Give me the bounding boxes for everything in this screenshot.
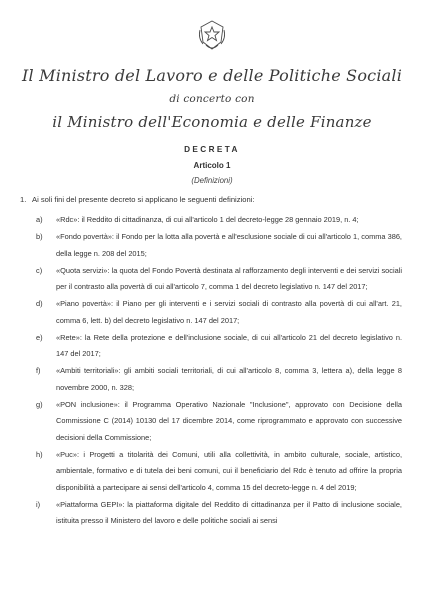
definition-text: «Fondo povertà»: il Fondo per la lotta alla povertà e all'esclusione sociale di cui all'articolo 1, comma 386, della legge n. 208 del 2015; <box>56 232 402 258</box>
definition-item <box>36 363 402 396</box>
intro-paragraph <box>20 195 254 204</box>
definition-item <box>36 397 402 447</box>
definition-item <box>36 497 402 530</box>
definition-text: «PON inclusione»: il Programma Operativo Nazionale "Inclusione", approvato con Decisione della Commissione C (2014) 10130 del 17 dicembre 2014, come riprogrammato e approvato con successive decisioni della Commissione; <box>56 399 402 442</box>
intro-text: Ai soli fini del presente decreto si applicano le seguenti definizioni: <box>32 195 255 204</box>
definition-text: «Piano povertà»: il Piano per gli interventi e i servizi sociali di contrasto alla povertà di cui all'art. 21, comma 6, lett. b) del decreto legislativo n. 147 del 2017; <box>56 299 402 325</box>
definition-text: «Puc»: i Progetti a titolarità dei Comuni, utili alla collettività, in ambito culturale, sociale, artistico, ambientale, formativo e di tutela dei beni comuni, cui il beneficiario del Rdc è tenuto ad offrire la propria disponibilità a partecipare ai sensi dell'articolo 4, comma 15 del decreto-legge n. 4 del 2019; <box>56 449 402 492</box>
header-di-concerto: di concerto con <box>169 93 255 105</box>
definition-letter: d) <box>36 299 43 308</box>
intro-number: 1. <box>20 195 27 204</box>
definition-text: «Rdc»: il Reddito di cittadinanza, di cui all'articolo 1 del decreto-legge 28 gennaio 2019, n. 4; <box>56 215 359 224</box>
definition-item <box>36 212 402 229</box>
definition-letter: b) <box>36 232 43 241</box>
definition-letter: g) <box>36 399 43 409</box>
definition-text: «Piattaforma GEPI»: la piattaforma digitale del Reddito di cittadinanza per il Patto di inclusione sociale, istituita presso il Ministero del lavoro e delle politiche sociali ai sensi <box>56 499 402 525</box>
definition-item <box>36 447 402 497</box>
emblem-icon <box>197 18 227 52</box>
definition-item <box>36 263 402 296</box>
header-ministro-economia: il Ministro dell'Economia e delle Finanze <box>52 113 372 131</box>
header-ministro-lavoro: Il Ministro del Lavoro e delle Politiche Sociali <box>21 66 403 85</box>
definition-letter: i) <box>36 499 41 509</box>
definition-letter: h) <box>36 449 43 459</box>
definition-text: «Ambiti territoriali»: gli ambiti sociali territoriali, di cui all'articolo 8, comma 3, lettera a), della legge 8 novembre 2000, n. 328; <box>56 366 402 392</box>
definition-item <box>36 296 402 329</box>
article-subtitle: (Definizioni) <box>191 176 233 185</box>
definition-letter: f) <box>36 366 41 375</box>
definition-letter: c) <box>36 265 43 275</box>
article-title: Articolo 1 <box>193 161 231 170</box>
definition-text: «Quota servizi»: la quota del Fondo Povertà destinata al rafforzamento degli interventi e dei servizi sociali per il contrasto alla povertà di cui all'articolo 7, comma 1 del decreto legislativo n. 147 del 2017; <box>56 265 402 291</box>
definitions-list <box>36 212 402 530</box>
decree-heading: DECRETA <box>184 145 240 154</box>
definition-item <box>36 330 402 363</box>
definition-item <box>36 229 402 262</box>
definition-letter: e) <box>36 332 43 342</box>
definition-letter: a) <box>36 215 43 224</box>
definition-text: «Rete»: la Rete della protezione e dell'inclusione sociale, di cui all'articolo 21 del decreto legislativo n. 147 del 2017; <box>56 332 402 358</box>
